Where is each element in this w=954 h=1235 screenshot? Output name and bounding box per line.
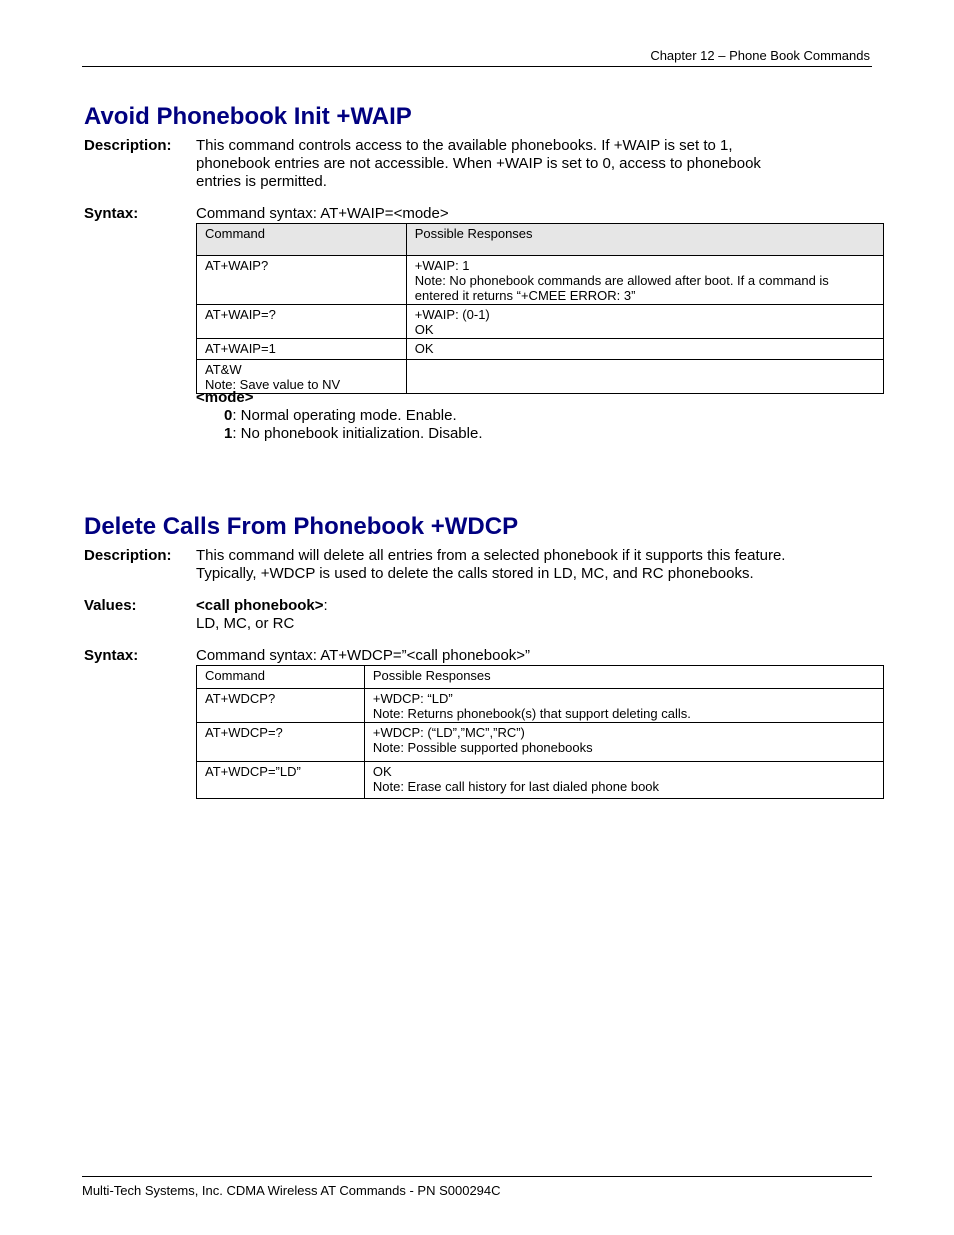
mode-param-0: 0: Normal operating mode. Enable. xyxy=(224,407,457,424)
table-header-cell: Possible Responses xyxy=(406,224,883,256)
mode-param-1: 1: No phonebook initialization. Disable. xyxy=(224,425,483,442)
chapter-title: Chapter 12 – Phone Book Commands xyxy=(650,48,870,63)
description-line: Typically, +WDCP is used to delete the calls stored in LD, MC, and RC phonebooks. xyxy=(196,565,754,582)
page-footer xyxy=(82,1176,872,1198)
table-row xyxy=(197,339,884,360)
mode-param-label: <mode> xyxy=(196,389,254,406)
description-text xyxy=(196,547,785,583)
command-cell: AT&W Note: Save value to NV xyxy=(197,360,407,394)
description-line: phonebook entries are not accessible. When +WAIP is set to 0, access to phonebook xyxy=(196,155,761,172)
syntax-label: Syntax: xyxy=(84,647,139,664)
table-header-cell: Command xyxy=(197,224,407,256)
table-row xyxy=(197,762,884,799)
description-line: entries is permitted. xyxy=(196,173,327,190)
table-row xyxy=(197,256,884,305)
description-text xyxy=(196,137,761,191)
table-header-cell: Possible Responses xyxy=(364,666,883,689)
response-cell xyxy=(406,360,883,394)
command-cell: AT+WDCP=? xyxy=(197,723,365,762)
syntax-text: Command syntax: AT+WDCP=”<call phonebook>” xyxy=(196,647,531,664)
command-cell: AT+WAIP=1 xyxy=(197,339,407,360)
response-cell: OK xyxy=(406,339,883,360)
command-cell: AT+WAIP? xyxy=(197,256,407,305)
table-row xyxy=(197,689,884,723)
command-cell: AT+WDCP? xyxy=(197,689,365,723)
table-header-row xyxy=(197,666,884,689)
section-title-wdcp: Delete Calls From Phonebook +WDCP xyxy=(84,513,519,540)
command-table-waip xyxy=(196,223,884,394)
response-cell: +WAIP: (0-1) OK xyxy=(406,305,883,339)
values-list: LD, MC, or RC xyxy=(196,615,295,632)
footer-text: Multi-Tech Systems, Inc. CDMA Wireless AT Commands - PN S000294C xyxy=(82,1183,501,1198)
description-line: This command controls access to the available phonebooks. If +WAIP is set to 1, xyxy=(196,137,733,154)
description-label: Description: xyxy=(84,137,172,154)
syntax-text: Command syntax: AT+WAIP=<mode> xyxy=(196,205,449,222)
values-label: Values: xyxy=(84,597,137,614)
values-param-name: <call phonebook> xyxy=(196,597,324,614)
table-row xyxy=(197,305,884,339)
table-header-cell: Command xyxy=(197,666,365,689)
page-header xyxy=(82,47,872,67)
response-cell: +WAIP: 1 Note: No phonebook commands are allowed after boot. If a command is entered it returns “+CMEE ERROR: 3” xyxy=(406,256,883,305)
command-cell: AT+WAIP=? xyxy=(197,305,407,339)
syntax-label: Syntax: xyxy=(84,205,139,222)
table-header-row xyxy=(197,224,884,256)
description-label: Description: xyxy=(84,547,172,564)
response-cell: OK Note: Erase call history for last dialed phone book xyxy=(364,762,883,799)
table-row xyxy=(197,723,884,762)
command-cell: AT+WDCP=”LD” xyxy=(197,762,365,799)
values-text: <call phonebook>: LD, MC, or RC xyxy=(196,597,328,632)
response-cell: +WDCP: (“LD”,”MC”,”RC”) Note: Possible supported phonebooks xyxy=(364,723,883,762)
response-cell: +WDCP: “LD” Note: Returns phonebook(s) that support deleting calls. xyxy=(364,689,883,723)
section-title-waip: Avoid Phonebook Init +WAIP xyxy=(84,103,412,130)
table-row xyxy=(197,360,884,394)
command-table-wdcp xyxy=(196,665,884,799)
description-line: This command will delete all entries from a selected phonebook if it supports this feature. xyxy=(196,547,786,564)
